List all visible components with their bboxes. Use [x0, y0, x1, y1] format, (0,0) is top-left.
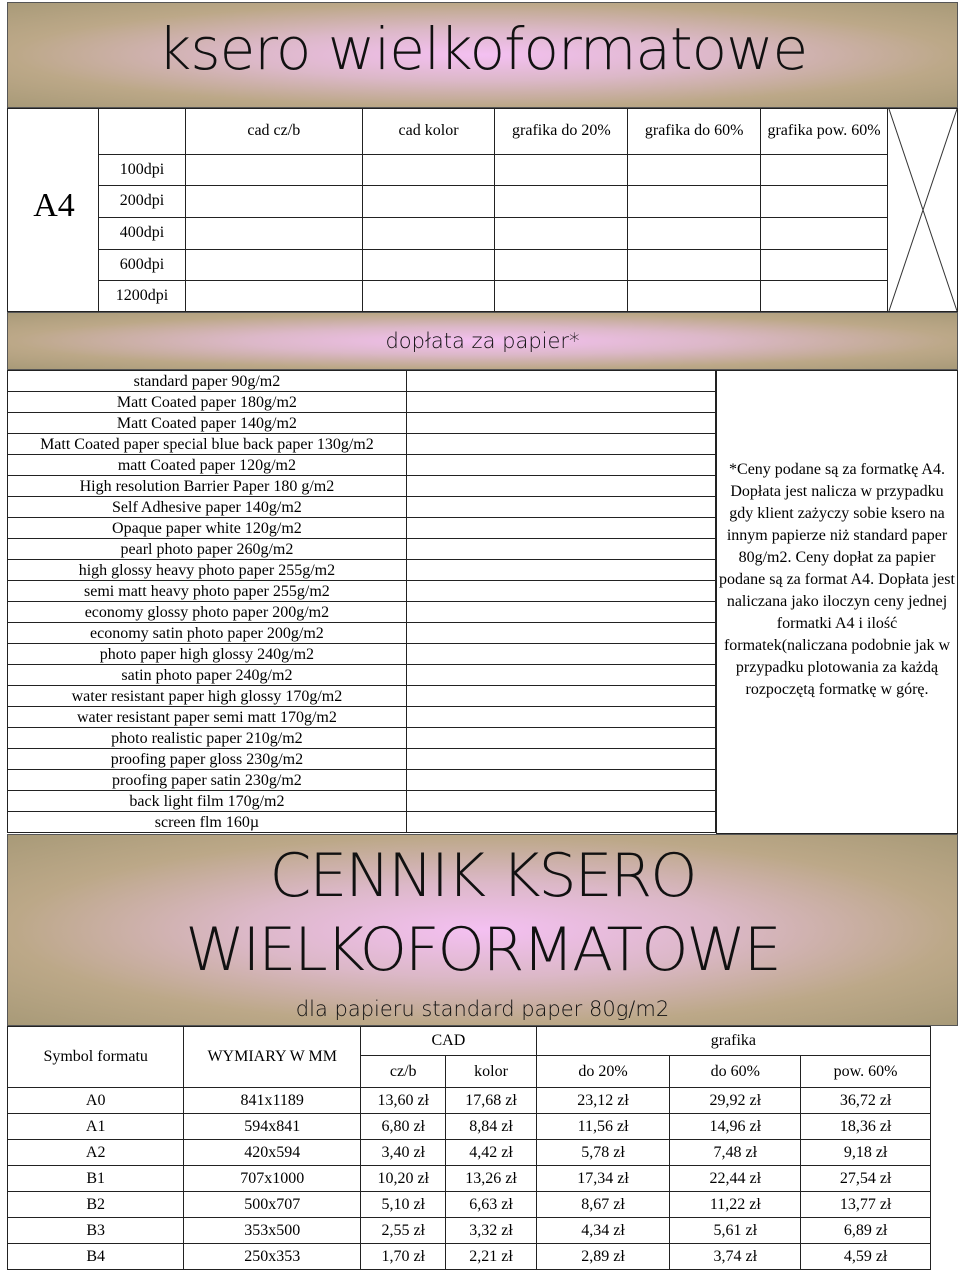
price-cell: 11,56 zł	[536, 1114, 670, 1140]
price-subheader: cz/b	[361, 1056, 446, 1088]
a4-col-graphic-60: grafika do 60%	[628, 108, 761, 154]
price-banner-line1: CENNIK KSERO	[269, 841, 696, 911]
price-cell: 7,48 zł	[670, 1140, 801, 1166]
paper-name: pearl photo paper 260g/m2	[8, 539, 407, 560]
paper-name: Matt Coated paper special blue back paper 130g/m2	[8, 434, 407, 455]
price-subheader: pow. 60%	[801, 1056, 931, 1088]
paper-price-cell	[406, 791, 715, 812]
paper-price-cell	[406, 539, 715, 560]
header-banner	[7, 2, 958, 108]
price-cell: 9,18 zł	[801, 1140, 931, 1166]
price-row	[8, 1218, 931, 1244]
price-cell: 22,44 zł	[670, 1166, 801, 1192]
price-header-dims: WYMIARY W MM	[184, 1027, 361, 1088]
price-cell: 14,96 zł	[670, 1114, 801, 1140]
price-cell: 5,61 zł	[670, 1218, 801, 1244]
paper-price-cell	[406, 497, 715, 518]
format-dimensions: 420x594	[184, 1140, 361, 1166]
paper-name: standard paper 90g/m2	[8, 371, 407, 392]
paper-row	[8, 665, 716, 686]
paper-price-cell	[406, 413, 715, 434]
price-cell: 2,55 zł	[361, 1218, 446, 1244]
paper-row	[8, 371, 716, 392]
paper-price-cell	[406, 665, 715, 686]
price-cell: 8,67 zł	[536, 1192, 670, 1218]
price-subheader: do 60%	[670, 1056, 801, 1088]
price-cell: 11,22 zł	[670, 1192, 801, 1218]
price-cell: 4,34 zł	[536, 1218, 670, 1244]
paper-name: satin photo paper 240g/m2	[8, 665, 407, 686]
paper-price-cell	[406, 455, 715, 476]
paper-row	[8, 434, 716, 455]
price-cell: 3,74 zł	[670, 1244, 801, 1270]
price-row	[8, 1192, 931, 1218]
paper-row	[8, 686, 716, 707]
paper-price-cell	[406, 728, 715, 749]
paper-name: economy glossy photo paper 200g/m2	[8, 602, 407, 623]
a4-row-dpi: 600dpi	[99, 249, 186, 280]
paper-row	[8, 413, 716, 434]
format-dimensions: 250x353	[184, 1244, 361, 1270]
paper-row	[8, 707, 716, 728]
paper-price-cell	[406, 770, 715, 791]
format-symbol: A1	[8, 1114, 184, 1140]
paper-price-cell	[406, 581, 715, 602]
format-symbol: B3	[8, 1218, 184, 1244]
paper-row	[8, 539, 716, 560]
price-cell: 13,26 zł	[446, 1166, 536, 1192]
price-cell: 8,84 zł	[446, 1114, 536, 1140]
paper-name: High resolution Barrier Paper 180 g/m2	[8, 476, 407, 497]
paper-name: screen flm 160µ	[8, 812, 407, 833]
price-cell: 10,20 zł	[361, 1166, 446, 1192]
format-symbol: A0	[8, 1088, 184, 1114]
price-cell: 5,10 zł	[361, 1192, 446, 1218]
paper-row	[8, 518, 716, 539]
paper-row	[8, 497, 716, 518]
price-row	[8, 1140, 931, 1166]
paper-name: proofing paper satin 230g/m2	[8, 770, 407, 791]
paper-row	[8, 455, 716, 476]
price-cell: 3,40 zł	[361, 1140, 446, 1166]
price-banner-subtitle: dla papieru standard paper 80g/m2	[295, 997, 670, 1021]
price-row	[8, 1114, 931, 1140]
price-cell: 13,77 zł	[801, 1192, 931, 1218]
paper-name: Opaque paper white 120g/m2	[8, 518, 407, 539]
paper-row	[8, 392, 716, 413]
a4-col-graphic-over-60: grafika pow. 60%	[761, 108, 888, 154]
paper-name: photo paper high glossy 240g/m2	[8, 644, 407, 665]
paper-row	[8, 476, 716, 497]
paper-name: high glossy heavy photo paper 255g/m2	[8, 560, 407, 581]
format-dimensions: 353x500	[184, 1218, 361, 1244]
price-cell: 4,42 zł	[446, 1140, 536, 1166]
price-cell: 17,68 zł	[446, 1088, 536, 1114]
paper-row	[8, 560, 716, 581]
paper-price-cell	[406, 644, 715, 665]
a4-table	[98, 108, 888, 312]
price-cell: 6,63 zł	[446, 1192, 536, 1218]
price-cell: 1,70 zł	[361, 1244, 446, 1270]
surcharge-note-box	[716, 370, 958, 834]
paper-row	[8, 791, 716, 812]
paper-row	[8, 581, 716, 602]
price-cell: 23,12 zł	[536, 1088, 670, 1114]
paper-price-cell	[406, 560, 715, 581]
price-cell: 18,36 zł	[801, 1114, 931, 1140]
paper-name: Self Adhesive paper 140g/m2	[8, 497, 407, 518]
format-symbol: A2	[8, 1140, 184, 1166]
a4-row-dpi: 200dpi	[99, 185, 186, 217]
price-row	[8, 1088, 931, 1114]
format-dimensions: 594x841	[184, 1114, 361, 1140]
paper-name: back light film 170g/m2	[8, 791, 407, 812]
price-cell: 2,21 zł	[446, 1244, 536, 1270]
price-banner	[7, 834, 958, 1026]
price-cell: 29,92 zł	[670, 1088, 801, 1114]
page-title: ksero wielkoformatowe	[157, 15, 808, 83]
crossed-out-cell	[888, 108, 958, 312]
paper-price-cell	[406, 434, 715, 455]
paper-name: photo realistic paper 210g/m2	[8, 728, 407, 749]
price-cell: 4,59 zł	[801, 1244, 931, 1270]
a4-col-cad-bw: cad cz/b	[185, 108, 362, 154]
paper-row	[8, 623, 716, 644]
format-dimensions: 841x1189	[184, 1088, 361, 1114]
paper-price-cell	[406, 371, 715, 392]
paper-price-cell	[406, 518, 715, 539]
paper-name: water resistant paper high glossy 170g/m2	[8, 686, 407, 707]
paper-row	[8, 602, 716, 623]
price-cell: 27,54 zł	[801, 1166, 931, 1192]
a4-col-cad-color: cad kolor	[362, 108, 495, 154]
price-cell: 36,72 zł	[801, 1088, 931, 1114]
price-cell: 5,78 zł	[536, 1140, 670, 1166]
price-row	[8, 1244, 931, 1270]
paper-name: Matt Coated paper 180g/m2	[8, 392, 407, 413]
surcharge-title: dopłata za papier*	[385, 329, 580, 353]
paper-price-cell	[406, 686, 715, 707]
price-header-cad: CAD	[361, 1027, 537, 1056]
format-symbol: B2	[8, 1192, 184, 1218]
price-cell: 13,60 zł	[361, 1088, 446, 1114]
format-dimensions: 707x1000	[184, 1166, 361, 1192]
paper-name: water resistant paper semi matt 170g/m2	[8, 707, 407, 728]
surcharge-banner	[7, 312, 958, 370]
paper-row	[8, 812, 716, 833]
a4-row-dpi: 1200dpi	[99, 280, 186, 311]
format-dimensions: 500x707	[184, 1192, 361, 1218]
paper-row	[8, 644, 716, 665]
surcharge-note: *Ceny podane są za formatkę A4. Dopłata jest nalicza w przypadku gdy klient zażyczy sobie ksero na innym papierze niż standard paper 80g/m2. Ceny dopłat za papier podane są za format A4. Dopłata jest naliczana jako iloczyn ceny jednej formatki A4 i ilość formatek(naliczana podobnie jak w przypadku plotowania za każdą rozpoczętą formatkę w górę.	[719, 461, 955, 698]
paper-name: Matt Coated paper 140g/m2	[8, 413, 407, 434]
price-subheader: kolor	[446, 1056, 536, 1088]
price-cell: 2,89 zł	[536, 1244, 670, 1270]
a4-row-dpi: 100dpi	[99, 154, 186, 185]
price-header-symbol: Symbol formatu	[8, 1027, 184, 1088]
format-symbol: B4	[8, 1244, 184, 1270]
paper-name: matt Coated paper 120g/m2	[8, 455, 407, 476]
a4-col-graphic-20: grafika do 20%	[495, 108, 628, 154]
paper-row	[8, 749, 716, 770]
price-cell: 6,89 zł	[801, 1218, 931, 1244]
price-subheader: do 20%	[536, 1056, 670, 1088]
paper-price-cell	[406, 602, 715, 623]
paper-price-cell	[406, 623, 715, 644]
paper-name: proofing paper gloss 230g/m2	[8, 749, 407, 770]
paper-price-cell	[406, 476, 715, 497]
price-header-grafika: grafika	[536, 1027, 930, 1056]
paper-price-cell	[406, 749, 715, 770]
price-table	[7, 1026, 931, 1270]
paper-row	[8, 728, 716, 749]
paper-price-cell	[406, 707, 715, 728]
price-cell: 3,32 zł	[446, 1218, 536, 1244]
a4-format-label: A4	[33, 187, 75, 224]
a4-row-dpi: 400dpi	[99, 217, 186, 249]
price-row	[8, 1166, 931, 1192]
surcharge-table	[7, 370, 716, 833]
paper-price-cell	[406, 812, 715, 833]
price-cell: 17,34 zł	[536, 1166, 670, 1192]
paper-name: economy satin photo paper 200g/m2	[8, 623, 407, 644]
paper-price-cell	[406, 392, 715, 413]
paper-row	[8, 770, 716, 791]
price-cell: 6,80 zł	[361, 1114, 446, 1140]
paper-name: semi matt heavy photo paper 255g/m2	[8, 581, 407, 602]
price-banner-line2: WIELKOFORMATOWE	[185, 915, 780, 985]
format-symbol: B1	[8, 1166, 184, 1192]
